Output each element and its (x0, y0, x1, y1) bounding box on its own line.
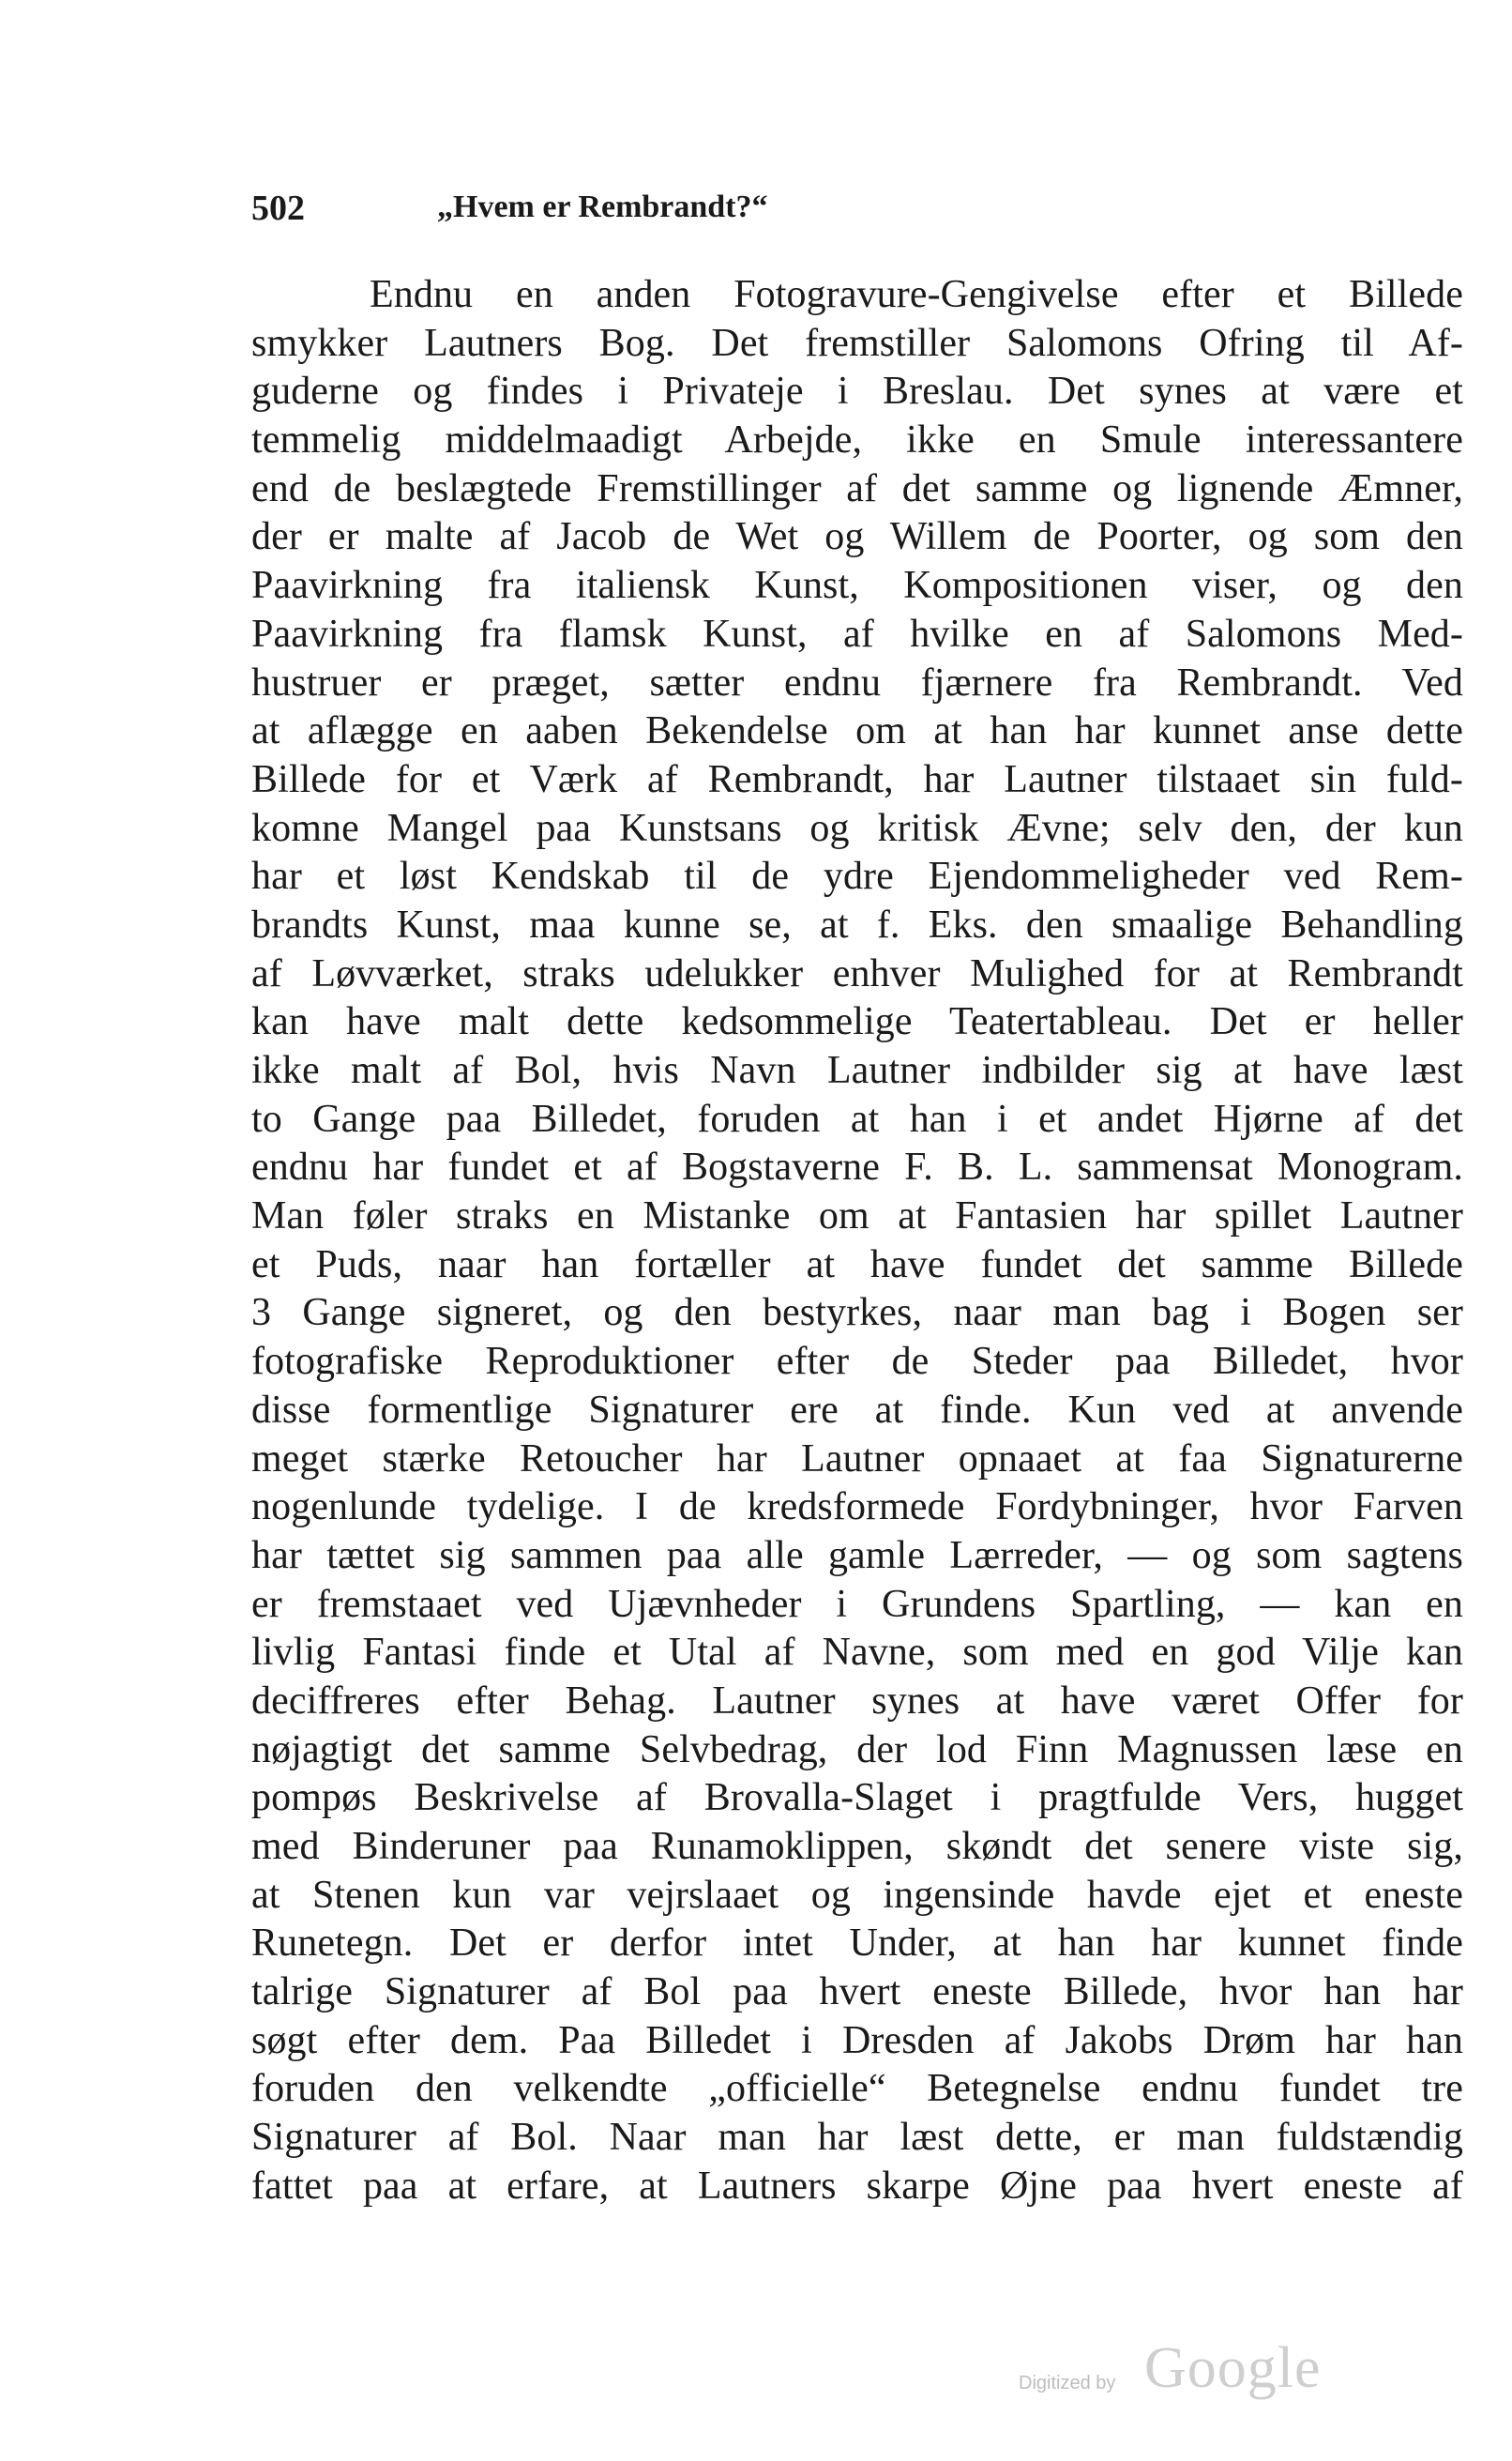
watermark-prefix: Digitized by (1019, 2373, 1116, 2393)
text-line: endnu har fundet et af Bogstaverne F. B. L. sammensat Monogram. (251, 1146, 1463, 1190)
running-title: „Hvem er Rembrandt?“ (437, 190, 768, 224)
text-line: komne Mangel paa Kunstsans og kritisk Ævne; selv den, der kun (251, 806, 1463, 850)
text-line: fotografiske Reproduktioner efter de Steder paa Billedet, hvor (251, 1340, 1463, 1384)
text-line: livlig Fantasi finde et Utal af Navne, som med en god Vilje kan (251, 1631, 1463, 1675)
text-line: Billede for et Værk af Rembrandt, har Lautner tilstaaet sin fuld- (251, 757, 1463, 801)
text-line: har tættet sig sammen paa alle gamle Lærreder, — og som sagtens (251, 1533, 1463, 1577)
text-line: to Gange paa Billedet, foruden at han i et andet Hjørne af det (251, 1097, 1463, 1141)
page-number: 502 (251, 189, 305, 228)
text-line: guderne og findes i Privateje i Breslau. Det synes at være et (251, 370, 1463, 414)
text-line: meget stærke Retoucher har Lautner opnaaet at faa Signaturerne (251, 1436, 1463, 1481)
text-line: at aflægge en aaben Bekendelse om at han har kunnet anse dette (251, 709, 1463, 753)
text-line: et Puds, naar han fortæller at have fundet det samme Billede (251, 1242, 1463, 1286)
text-line: søgt efter dem. Paa Billedet i Dresden af Jakobs Drøm har han (251, 2018, 1463, 2062)
text-line: brandts Kunst, maa kunne se, at f. Eks. den smaalige Behandling (251, 903, 1463, 947)
text-line: er fremstaaet ved Ujævnheder i Grundens Spartling, — kan en (251, 1582, 1463, 1626)
text-line: 3 Gange signeret, og den bestyrkes, naar man bag i Bogen ser (251, 1291, 1463, 1335)
text-line: Man føler straks en Mistanke om at Fantasien har spillet Lautner (251, 1194, 1463, 1238)
text-line: nøjagtigt det samme Selvbedrag, der lod Finn Magnussen læse en (251, 1727, 1463, 1771)
text-line: pompøs Beskrivelse af Brovalla-Slaget i pragtfulde Vers, hugget (251, 1776, 1463, 1820)
text-line: fattet paa at erfare, at Lautners skarpe Øjne paa hvert eneste af (251, 2164, 1463, 2208)
text-line: nogenlunde tydelige. I de kredsformede Fordybninger, hvor Farven (251, 1485, 1463, 1529)
text-line: af Løvværket, straks udelukker enhver Mulighed for at Rembrandt (251, 951, 1463, 995)
text-line: hustruer er præget, sætter endnu fjærnere fra Rembrandt. Ved (251, 661, 1463, 705)
running-head (251, 188, 1461, 244)
text-line: Runetegn. Det er derfor intet Under, at han har kunnet finde (251, 1922, 1463, 1966)
text-line: Endnu en anden Fotogravure-Gengivelse efter et Billede (370, 273, 1463, 316)
text-line: talrige Signaturer af Bol paa hvert eneste Billede, hvor han har (251, 1970, 1463, 2014)
text-line: at Stenen kun var vejrslaaet og ingensinde havde ejet et eneste (251, 1873, 1463, 1917)
text-line: Paavirkning fra flamsk Kunst, af hvilke en af Salomons Med- (251, 612, 1463, 656)
digitization-watermark (1019, 2336, 1375, 2402)
body-text (251, 271, 1463, 2211)
text-line: der er malte af Jacob de Wet og Willem de Poorter, og som den (251, 515, 1463, 559)
google-logo: Google (1144, 2336, 1322, 2400)
text-line: deciffreres efter Behag. Lautner synes at have været Offer for (251, 1679, 1463, 1723)
text-line: med Binderuner paa Runamoklippen, skøndt det senere viste sig, (251, 1825, 1463, 1868)
text-line: Paavirkning fra italiensk Kunst, Kompositionen viser, og den (251, 564, 1463, 608)
text-line: disse formentlige Signaturer ere at finde. Kun ved at anvende (251, 1388, 1463, 1432)
text-line: kan have malt dette kedsommelige Teatertableau. Det er heller (251, 1000, 1463, 1044)
text-line: temmelig middelmaadigt Arbejde, ikke en Smule interessantere (251, 418, 1463, 463)
text-line: Signaturer af Bol. Naar man har læst dette, er man fuldstændig (251, 2116, 1463, 2160)
text-line: har et løst Kendskab til de ydre Ejendommeligheder ved Rem- (251, 855, 1463, 899)
text-line: foruden den velkendte „officielle“ Betegnelse endnu fundet tre (251, 2067, 1463, 2111)
text-line: end de beslægtede Fremstillinger af det samme og lignende Æmner, (251, 466, 1463, 510)
text-line: ikke malt af Bol, hvis Navn Lautner indbilder sig at have læst (251, 1049, 1463, 1092)
text-line: smykker Lautners Bog. Det fremstiller Salomons Ofring til Af- (251, 321, 1463, 365)
